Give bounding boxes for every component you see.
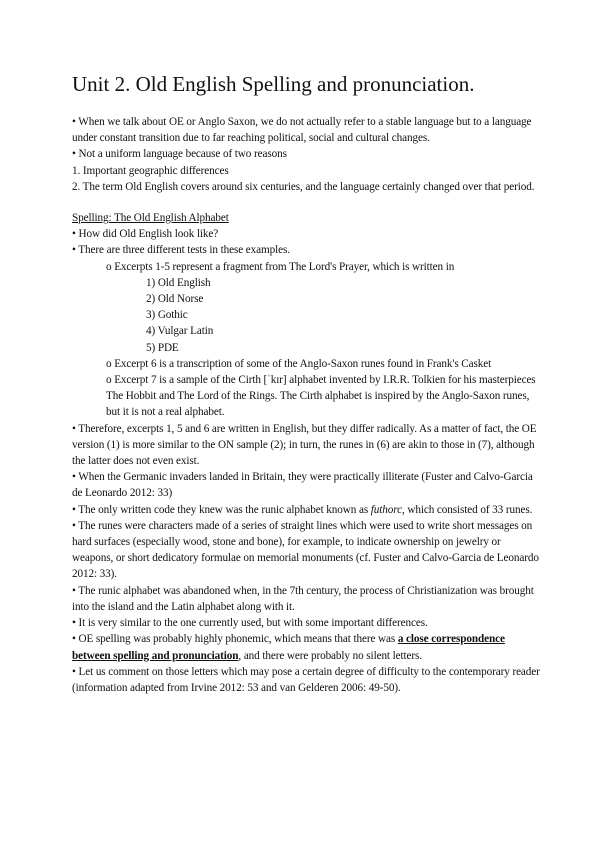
section-heading: Spelling: The Old English Alphabet	[72, 212, 229, 225]
language-item: 1) Old English	[146, 276, 211, 289]
bullet-comment-letters: • Let us comment on those letters which may pose a certain degree of difficulty to the contemporary reader (information adapted from Irvine 2012: 53 and van Gelderen 2006: 49-50).	[72, 665, 540, 694]
intro-paragraph-1: • When we talk about OE or Anglo Saxon, we do not actually refer to a stable language but to a language under constant transition due to far reaching political, social and cultural changes.	[72, 116, 532, 145]
bullet-written-code	[72, 502, 542, 518]
bullet-text: , and there were probably no silent letters.	[238, 649, 422, 662]
question-2: • There are three different tests in these examples.	[72, 244, 290, 257]
bullet-text: • OE spelling was probably highly phonemic, which means that there was	[72, 633, 398, 646]
intro-reason-1: 1. Important geographic differences	[72, 164, 229, 177]
bullet-therefore: • Therefore, excerpts 1, 5 and 6 are written in English, but they differ radically. As a matter of fact, the OE version (1) is more similar to the ON sample (2); in turn, the runes in (6) are akin to those in (7), although the latter does not even exist.	[72, 422, 537, 468]
bullet-similar: • It is very similar to the one currently used, but with some important differences.	[72, 617, 428, 630]
futhorc-term: futhorc	[370, 503, 402, 516]
language-item: 3) Gothic	[146, 309, 188, 322]
bullet-runes: • The runes were characters made of a series of straight lines which were used to write short messages on hard surfaces (especially wood, stone and bone), for example, to indicate ownership on jewelry or weapons, or short dedicatory formulae on memorial monuments (cf. Fuster and Calvo-Garcia de Leonardo 2012: 33).	[72, 519, 539, 581]
bullet-germanic-invaders: • When the Germanic invaders landed in Britain, they were practically illiterate (Fuster and Calvo-Garcia de Leonardo 2012: 33)	[72, 471, 533, 500]
emphasis-close-correspondence: a close correspondence between spelling and pronunciation	[72, 633, 505, 662]
language-item: 5) PDE	[146, 341, 179, 354]
intro-paragraph-2: • Not a uniform language because of two reasons	[72, 148, 287, 161]
bullet-phonemic	[72, 631, 542, 663]
excerpt-6-note: o Excerpt 6 is a transcription of some of the Anglo-Saxon runes found in Frank's Casket	[106, 357, 492, 370]
paragraph-spacer	[72, 195, 542, 210]
bullet-text: • The only written code they knew was the runic alphabet known as	[72, 503, 371, 516]
excerpt-1-5-note: o Excerpts 1-5 represent a fragment from The Lord's Prayer, which is written in	[106, 260, 455, 273]
intro-reason-2: 2. The term Old English covers around six centuries, and the language certainly changed over that period.	[72, 180, 535, 193]
language-item: 4) Vulgar Latin	[146, 325, 214, 338]
excerpt-7-note: o Excerpt 7 is a sample of the Cirth [ˈkɪr] alphabet invented by I.R.R. Tolkien for his masterpieces The Hobbit and The Lord of the Rings. The Cirth alphabet is inspired by the Anglo-Saxon runes, but it is not a real alphabet.	[106, 374, 536, 419]
question-1: • How did Old English look like?	[72, 228, 219, 241]
bullet-text: , which consisted of 33 runes.	[401, 503, 533, 516]
document-body	[72, 114, 542, 696]
bullet-runic-abandoned: • The runic alphabet was abandoned when, in the 7th century, the process of Christianization was brought into the island and the Latin alphabet along with it.	[72, 584, 534, 613]
page-title: Unit 2. Old English Spelling and pronunciation.	[72, 72, 475, 96]
language-item: 2) Old Norse	[146, 293, 204, 306]
